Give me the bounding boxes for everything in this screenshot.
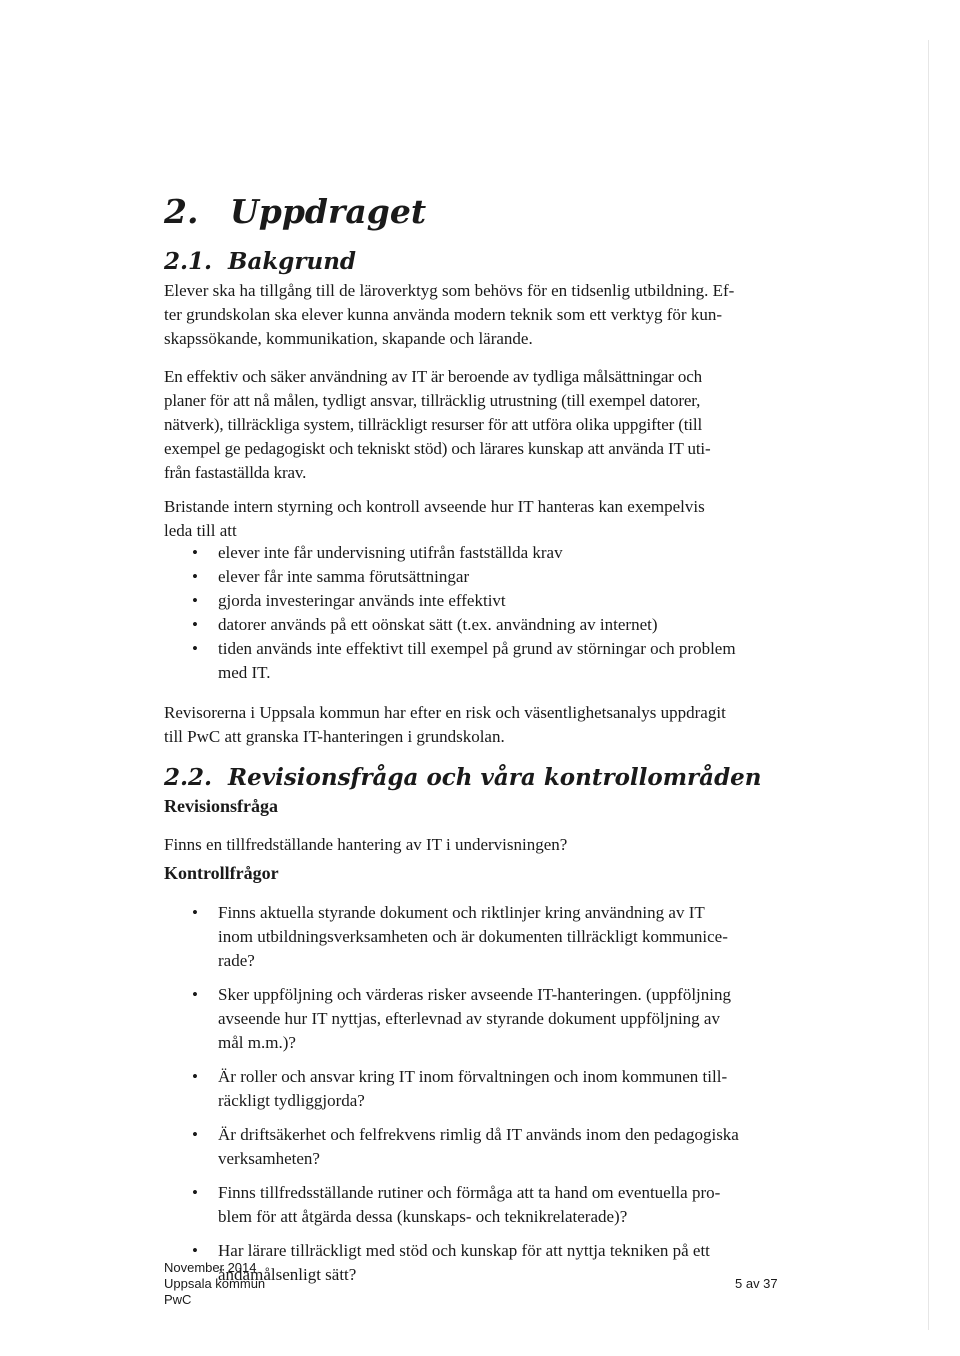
text-line: Finns en tillfredställande hantering av IT i undervisningen?: [164, 835, 568, 854]
text-line: rade?: [218, 951, 255, 970]
subsection-title: Revisionsfråga och våra kontrollområden: [228, 764, 762, 791]
subsection-number: 2.2.: [164, 764, 213, 791]
list-item: [164, 901, 784, 973]
text-line: Är driftsäkerhet och felfrekvens rimlig då IT används inom den pedagogiska: [218, 1125, 739, 1144]
text-line: nätverk), tillräckliga system, tillräckligt resurser för att utföra olika uppgifter (till: [164, 415, 703, 434]
bullet-icon: •: [192, 903, 198, 922]
footer-organization: Uppsala kommun: [164, 1276, 266, 1291]
control-question-list: [164, 901, 784, 1287]
background-paragraph-4: [164, 701, 784, 749]
list-item: [164, 983, 784, 1055]
text-line: Revisorerna i Uppsala kommun har efter en risk och väsentlighetsanalys uppdragit: [164, 703, 726, 722]
text-line: mål m.m.)?: [218, 1033, 296, 1052]
text-line: blem för att åtgärda dessa (kunskaps- och teknikrelaterade)?: [218, 1207, 628, 1226]
text-line: elever får inte samma förutsättningar: [218, 567, 470, 586]
subsection-number: 2.1.: [164, 248, 213, 275]
revision-question: [164, 833, 784, 857]
bullet-icon: •: [192, 985, 198, 1004]
text-line: gjorda investeringar används inte effektivt: [218, 591, 506, 610]
section-heading: [164, 190, 426, 234]
subsection-heading-revision: [164, 763, 762, 793]
text-line: leda till att: [164, 521, 237, 540]
list-item: [164, 613, 784, 637]
control-questions-heading: Kontrollfrågor: [164, 863, 279, 883]
revision-question-heading: Revisionsfråga: [164, 796, 278, 816]
background-paragraph-2: [164, 365, 784, 485]
page-footer: [164, 1260, 265, 1308]
background-paragraph-3: [164, 495, 784, 543]
text-line: räckligt tydliggjorda?: [218, 1091, 365, 1110]
text-line: verksamheten?: [218, 1149, 320, 1168]
footer-firm: PwC: [164, 1292, 192, 1307]
section-title: Uppdraget: [230, 192, 427, 231]
text-line: med IT.: [218, 663, 271, 682]
text-line: Har lärare tillräckligt med stöd och kunskap för att nyttja tekniken på ett: [218, 1241, 710, 1260]
text-line: En effektiv och säker användning av IT är beroende av tydliga målsättningar och: [164, 367, 702, 386]
bullet-icon: •: [192, 1241, 198, 1260]
text-line: ändamålsenligt sätt?: [218, 1265, 357, 1284]
bullet-icon: •: [192, 543, 198, 562]
text-line: Finns tillfredsställande rutiner och förmåga att ta hand om eventuella pro-: [218, 1183, 721, 1202]
list-item: [164, 637, 784, 685]
text-line: datorer används på ett oönskat sätt (t.ex. användning av internet): [218, 615, 658, 634]
text-line: tiden används inte effektivt till exempel på grund av störningar och problem: [218, 639, 736, 658]
risk-list: [164, 541, 784, 685]
page-number: 5 av 37: [735, 1276, 778, 1291]
bullet-icon: •: [192, 1183, 198, 1202]
page-edge-line: [928, 40, 929, 1330]
text-line: skapssökande, kommunikation, skapande och lärande.: [164, 329, 533, 348]
list-item: [164, 541, 784, 565]
bullet-icon: •: [192, 567, 198, 586]
bullet-icon: •: [192, 1067, 198, 1086]
background-paragraph-1: [164, 279, 784, 351]
list-item: [164, 1123, 784, 1171]
text-line: Elever ska ha tillgång till de läroverktyg som behövs för en tidsenlig utbildning. Ef-: [164, 281, 735, 300]
text-line: Bristande intern styrning och kontroll avseende hur IT hanteras kan exempelvis: [164, 497, 705, 516]
list-item: [164, 1065, 784, 1113]
subsection-heading-background: [164, 247, 356, 277]
text-line: från fastaställda krav.: [164, 463, 307, 482]
subsection-title: Bakgrund: [228, 248, 357, 275]
bullet-icon: •: [192, 591, 198, 610]
text-line: exempel ge pedagogiskt och tekniskt stöd) och lärares kunskap att använda IT uti-: [164, 439, 711, 458]
list-item: [164, 565, 784, 589]
bullet-icon: •: [192, 615, 198, 634]
text-line: Är roller och ansvar kring IT inom förvaltningen och inom kommunen till-: [218, 1067, 728, 1086]
section-number: 2.: [164, 192, 199, 231]
text-line: elever inte får undervisning utifrån fastställda krav: [218, 543, 563, 562]
bullet-icon: •: [192, 639, 198, 658]
list-item: [164, 1181, 784, 1229]
text-line: avseende hur IT nyttjas, efterlevnad av styrande dokument uppföljning av: [218, 1009, 720, 1028]
text-line: till PwC att granska IT-hanteringen i grundskolan.: [164, 727, 505, 746]
text-line: Finns aktuella styrande dokument och riktlinjer kring användning av IT: [218, 903, 705, 922]
bullet-icon: •: [192, 1125, 198, 1144]
text-line: Sker uppföljning och värderas risker avseende IT-hanteringen. (uppföljning: [218, 985, 731, 1004]
text-line: planer för att nå målen, tydligt ansvar, tillräcklig utrustning (till exempel datorer,: [164, 391, 701, 410]
list-item: [164, 589, 784, 613]
text-line: inom utbildningsverksamheten och är dokumenten tillräckligt kommunice-: [218, 927, 728, 946]
footer-date: November 2014: [164, 1260, 257, 1275]
text-line: ter grundskolan ska elever kunna använda modern teknik som ett verktyg för kun-: [164, 305, 723, 324]
